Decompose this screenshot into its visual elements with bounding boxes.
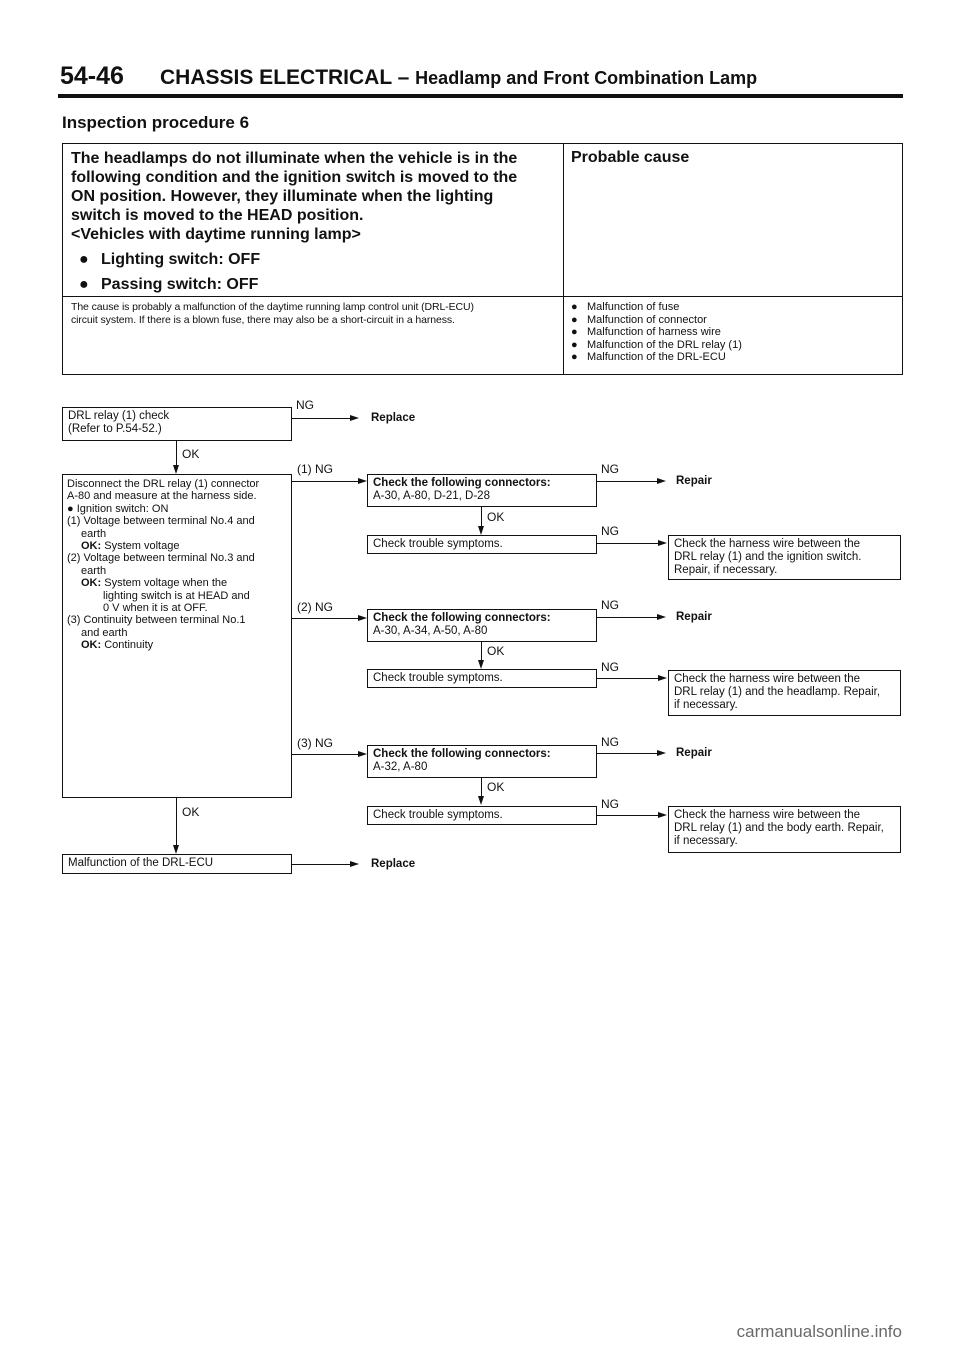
harness-check-box-2: Check the harness wire between the DRL relay (1) and the headlamp. Repair, if necessary. bbox=[668, 670, 901, 716]
symptom-line: <Vehicles with daytime running lamp> bbox=[71, 226, 361, 243]
connector-line bbox=[597, 543, 658, 544]
connector-line bbox=[176, 441, 177, 465]
bullet-icon: ● bbox=[79, 276, 89, 293]
symptom-line: following condition and the ignition switch is moved to the bbox=[71, 169, 518, 186]
connector-line bbox=[597, 481, 657, 482]
arrow-down-icon bbox=[478, 796, 484, 805]
subsection-name: Headlamp and Front Combination Lamp bbox=[415, 68, 758, 88]
ng-label: NG bbox=[601, 598, 619, 612]
connector-line bbox=[292, 864, 350, 865]
check-trouble-box-2: Check trouble symptoms. bbox=[367, 669, 597, 688]
cause-item: ● Malfunction of connector bbox=[571, 313, 707, 326]
bullet-icon: ● bbox=[79, 251, 89, 268]
connector-line bbox=[292, 618, 358, 619]
replace-action: Replace bbox=[371, 412, 416, 424]
cause-item: ● Malfunction of fuse bbox=[571, 301, 680, 313]
arrow-down-icon bbox=[478, 660, 484, 669]
repair-action: Repair bbox=[676, 475, 712, 487]
ng2-label: (2) NG bbox=[297, 600, 333, 614]
arrow-right-icon bbox=[657, 478, 666, 484]
cause-line: circuit system. If there is a blown fuse, there may also be a short-circuit in a harness. bbox=[71, 314, 455, 326]
arrow-right-icon bbox=[358, 751, 367, 757]
bullet-icon: ● bbox=[571, 313, 578, 326]
connector-line bbox=[481, 507, 482, 526]
arrow-right-icon bbox=[358, 615, 367, 621]
condition-item: ● Lighting switch: OFF bbox=[79, 251, 261, 268]
arrow-right-icon bbox=[350, 415, 359, 421]
connector-line bbox=[597, 617, 657, 618]
procedure-title: Inspection procedure 6 bbox=[62, 113, 250, 132]
connector-line bbox=[481, 642, 482, 660]
watermark: carmanualsonline.info bbox=[736, 1322, 902, 1341]
harness-check-box-1: Check the harness wire between the DRL relay (1) and the ignition switch. Repair, if necessary. bbox=[668, 535, 901, 580]
cause-item: ● Malfunction of the DRL-ECU bbox=[571, 351, 726, 364]
malfunction-ecu-box: Malfunction of the DRL-ECU bbox=[62, 854, 292, 874]
header-rule bbox=[58, 94, 903, 98]
check-connectors-box-2: Check the following connectors: A-30, A-34, A-50, A-80 bbox=[367, 609, 597, 642]
arrow-right-icon bbox=[657, 614, 666, 620]
check-trouble-box-3: Check trouble symptoms. bbox=[367, 806, 597, 825]
arrow-right-icon bbox=[657, 750, 666, 756]
connector-line bbox=[292, 481, 358, 482]
arrow-right-icon bbox=[350, 861, 359, 867]
connector-line bbox=[176, 798, 177, 845]
arrow-down-icon bbox=[478, 526, 484, 535]
symptom-description bbox=[71, 149, 556, 294]
check-trouble-box-1: Check trouble symptoms. bbox=[367, 535, 597, 554]
cause-item: ● Malfunction of harness wire bbox=[571, 326, 721, 339]
cause-item: ● Malfunction of the DRL relay (1) bbox=[571, 338, 742, 351]
ng3-label: (3) NG bbox=[297, 736, 333, 750]
ng-label: NG bbox=[601, 797, 619, 811]
bullet-icon: ● bbox=[67, 502, 77, 515]
cause-description bbox=[71, 301, 559, 327]
arrow-right-icon bbox=[658, 675, 667, 681]
probable-cause-heading: Probable cause bbox=[571, 149, 690, 166]
ok-label: OK bbox=[487, 780, 505, 794]
arrow-down-icon bbox=[173, 845, 179, 854]
bullet-icon: ● bbox=[571, 326, 578, 339]
connector-line bbox=[597, 815, 658, 816]
ok-label: OK bbox=[182, 805, 200, 819]
title-separator: – bbox=[391, 66, 416, 89]
arrow-right-icon bbox=[658, 812, 667, 818]
bullet-icon: ● bbox=[571, 351, 578, 364]
probable-cause-list bbox=[571, 301, 742, 364]
arrow-right-icon bbox=[358, 478, 367, 484]
cause-line: The cause is probably a malfunction of the daytime running lamp control unit (DRL-ECU) bbox=[71, 301, 474, 313]
connector-line bbox=[292, 418, 350, 419]
arrow-right-icon bbox=[658, 540, 667, 546]
ng-label: NG bbox=[296, 398, 314, 412]
condition-item: ● Passing switch: OFF bbox=[79, 276, 259, 293]
bullet-icon: ● bbox=[571, 301, 578, 313]
ok-label: OK bbox=[487, 644, 505, 658]
symptom-table bbox=[62, 143, 903, 375]
ng1-label: (1) NG bbox=[297, 462, 333, 476]
ok-label: OK bbox=[487, 510, 505, 524]
arrow-down-icon bbox=[173, 465, 179, 474]
repair-action: Repair bbox=[676, 747, 712, 759]
drl-relay-check-box: DRL relay (1) check (Refer to P.54-52.) bbox=[62, 407, 292, 441]
bullet-item: ● Ignition switch: ON bbox=[67, 502, 169, 515]
section-title bbox=[160, 66, 757, 90]
connector-line bbox=[597, 678, 658, 679]
check-connectors-box-1: Check the following connectors: A-30, A-80, D-21, D-28 bbox=[367, 474, 597, 507]
section-name: CHASSIS ELECTRICAL bbox=[160, 66, 392, 89]
symptom-line: The headlamps do not illuminate when the vehicle is in the bbox=[71, 150, 518, 167]
ng-label: NG bbox=[601, 524, 619, 538]
harness-check-box-3: Check the harness wire between the DRL relay (1) and the body earth. Repair, if necessary. bbox=[668, 806, 901, 853]
table-divider-horizontal bbox=[63, 296, 902, 297]
table-divider-vertical bbox=[563, 144, 564, 374]
connector-line bbox=[481, 778, 482, 796]
bullet-icon: ● bbox=[571, 338, 578, 351]
check-connectors-box-3: Check the following connectors: A-32, A-80 bbox=[367, 745, 597, 778]
connector-line bbox=[597, 753, 657, 754]
ng-label: NG bbox=[601, 660, 619, 674]
ng-label: NG bbox=[601, 735, 619, 749]
repair-action: Repair bbox=[676, 611, 712, 623]
page-number: 54-46 bbox=[60, 62, 124, 90]
ok-label: OK bbox=[182, 447, 200, 461]
connector-line bbox=[292, 754, 358, 755]
disconnect-measure-box: Disconnect the DRL relay (1) connector A-80 and measure at the harness side. ● Ignition switch: ON (1) Voltage between terminal No.4 and earth OK: System voltage (2) Voltage between terminal No.3 and earth OK: System voltage when the lighting switch is at HEAD and 0 V when it is at OFF. (3) Continuity between terminal No.1 and earth OK: Continuity bbox=[62, 474, 292, 798]
ng-label: NG bbox=[601, 462, 619, 476]
symptom-line: ON position. However, they illuminate when the lighting bbox=[71, 188, 494, 205]
replace-action: Replace bbox=[371, 858, 416, 870]
symptom-line: switch is moved to the HEAD position. bbox=[71, 207, 364, 224]
